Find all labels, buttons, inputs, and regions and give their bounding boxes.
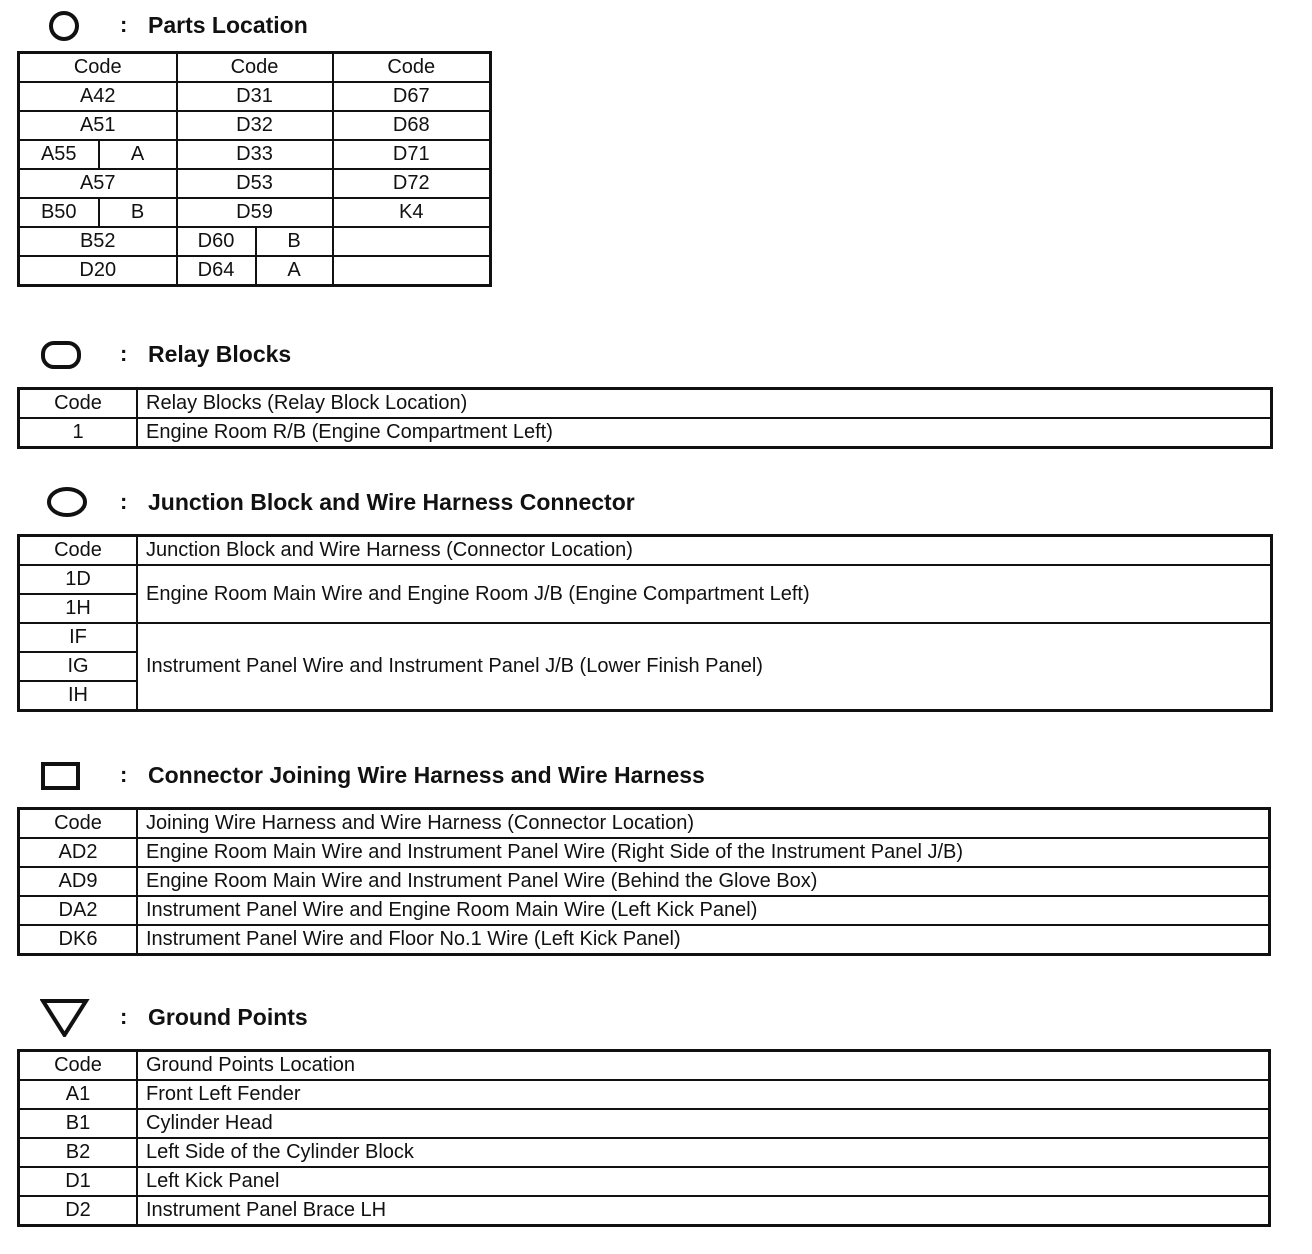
code-cell: D60 xyxy=(177,227,256,256)
triangle-symbol-icon xyxy=(40,997,90,1037)
code-cell: DK6 xyxy=(19,925,138,955)
code-cell: D20 xyxy=(19,256,177,286)
junction-block-heading xyxy=(40,482,840,522)
table-header-row xyxy=(19,53,491,83)
description-cell: Instrument Panel Wire and Instrument Panel J/B (Lower Finish Panel) xyxy=(137,623,1272,711)
description-cell: Cylinder Head xyxy=(137,1109,1270,1138)
variant-cell: B xyxy=(256,227,333,256)
description-cell: Instrument Panel Brace LH xyxy=(137,1196,1270,1226)
heading-colon: : xyxy=(120,1004,128,1029)
code-cell: D59 xyxy=(177,198,333,227)
code-cell: D33 xyxy=(177,140,333,169)
section-title: Parts Location xyxy=(148,11,308,38)
code-cell: DA2 xyxy=(19,896,138,925)
column-header: Code xyxy=(19,809,138,839)
description-cell: Front Left Fender xyxy=(137,1080,1270,1109)
table-header-row xyxy=(19,809,1270,839)
description-cell: Engine Room R/B (Engine Compartment Left) xyxy=(137,418,1272,448)
code-cell: D64 xyxy=(177,256,256,286)
description-cell: Engine Room Main Wire and Instrument Panel Wire (Behind the Glove Box) xyxy=(137,867,1270,896)
column-header: Code xyxy=(19,53,177,83)
table-row xyxy=(19,140,491,169)
table-row xyxy=(19,1080,1270,1109)
description-cell: Left Kick Panel xyxy=(137,1167,1270,1196)
table-row xyxy=(19,198,491,227)
column-header: Code xyxy=(333,53,491,83)
code-cell: AD2 xyxy=(19,838,138,867)
code-cell xyxy=(333,227,491,256)
table-row xyxy=(19,82,491,111)
code-cell: D67 xyxy=(333,82,491,111)
code-cell: A42 xyxy=(19,82,177,111)
junction-block-table xyxy=(17,534,1273,712)
connector-joining-heading xyxy=(40,755,840,795)
table-header-row xyxy=(19,1051,1270,1081)
section-title: Connector Joining Wire Harness and Wire Harness xyxy=(148,761,705,788)
code-cell: B50 xyxy=(19,198,99,227)
table-row xyxy=(19,925,1270,955)
variant-cell: B xyxy=(99,198,177,227)
section-title: Relay Blocks xyxy=(148,340,292,367)
code-cell: D31 xyxy=(177,82,333,111)
table-row xyxy=(19,1167,1270,1196)
code-cell: K4 xyxy=(333,198,491,227)
table-row xyxy=(19,1109,1270,1138)
description-cell: Left Side of the Cylinder Block xyxy=(137,1138,1270,1167)
relay-blocks-heading xyxy=(40,334,440,374)
code-cell: A51 xyxy=(19,111,177,140)
code-cell xyxy=(333,256,491,286)
table-row xyxy=(19,227,491,256)
code-cell: B52 xyxy=(19,227,177,256)
section-title: Junction Block and Wire Harness Connector xyxy=(148,488,635,515)
square-symbol-icon xyxy=(40,755,90,795)
column-header: Relay Blocks (Relay Block Location) xyxy=(137,389,1272,419)
heading-colon: : xyxy=(120,762,128,787)
table-row xyxy=(19,896,1270,925)
code-cell: 1 xyxy=(19,418,138,448)
relay-blocks-table xyxy=(17,387,1273,449)
circle-symbol-icon xyxy=(40,5,90,45)
code-cell: B1 xyxy=(19,1109,138,1138)
column-header: Junction Block and Wire Harness (Connector Location) xyxy=(137,536,1272,566)
table-row xyxy=(19,111,491,140)
heading-colon: : xyxy=(120,12,128,37)
code-cell: IF xyxy=(19,623,138,652)
code-cell: D71 xyxy=(333,140,491,169)
code-cell: D53 xyxy=(177,169,333,198)
table-row xyxy=(19,256,491,286)
oval-symbol-icon xyxy=(40,482,90,522)
code-cell: 1D xyxy=(19,565,138,594)
code-cell: D32 xyxy=(177,111,333,140)
variant-cell: A xyxy=(256,256,333,286)
ground-points-heading xyxy=(40,997,440,1037)
code-cell: A1 xyxy=(19,1080,138,1109)
column-header: Code xyxy=(177,53,333,83)
column-header: Code xyxy=(19,389,138,419)
parts-location-table xyxy=(17,51,492,287)
code-cell: 1H xyxy=(19,594,138,623)
table-row xyxy=(19,838,1270,867)
code-cell: D2 xyxy=(19,1196,138,1226)
code-cell: AD9 xyxy=(19,867,138,896)
code-cell: D68 xyxy=(333,111,491,140)
table-row xyxy=(19,1138,1270,1167)
section-title: Ground Points xyxy=(148,1003,308,1030)
description-cell: Engine Room Main Wire and Instrument Panel Wire (Right Side of the Instrument Panel J/B) xyxy=(137,838,1270,867)
code-cell: A57 xyxy=(19,169,177,198)
column-header: Ground Points Location xyxy=(137,1051,1270,1081)
description-cell: Engine Room Main Wire and Engine Room J/B (Engine Compartment Left) xyxy=(137,565,1272,623)
connector-joining-table xyxy=(17,807,1271,956)
code-cell: D72 xyxy=(333,169,491,198)
table-row xyxy=(19,565,1272,594)
table-row xyxy=(19,1196,1270,1226)
code-cell: IG xyxy=(19,652,138,681)
variant-cell: A xyxy=(99,140,177,169)
description-cell: Instrument Panel Wire and Floor No.1 Wire (Left Kick Panel) xyxy=(137,925,1270,955)
table-row xyxy=(19,867,1270,896)
rounded-rect-symbol-icon xyxy=(40,334,90,374)
parts-location-heading xyxy=(40,5,440,45)
table-row xyxy=(19,169,491,198)
code-cell: B2 xyxy=(19,1138,138,1167)
heading-colon: : xyxy=(120,489,128,514)
code-cell: IH xyxy=(19,681,138,711)
table-row xyxy=(19,623,1272,652)
table-header-row xyxy=(19,389,1272,419)
code-cell: D1 xyxy=(19,1167,138,1196)
table-header-row xyxy=(19,536,1272,566)
column-header: Code xyxy=(19,536,138,566)
column-header: Code xyxy=(19,1051,138,1081)
ground-points-table xyxy=(17,1049,1271,1227)
column-header: Joining Wire Harness and Wire Harness (Connector Location) xyxy=(137,809,1270,839)
heading-colon: : xyxy=(120,341,128,366)
code-cell: A55 xyxy=(19,140,99,169)
description-cell: Instrument Panel Wire and Engine Room Main Wire (Left Kick Panel) xyxy=(137,896,1270,925)
table-row xyxy=(19,418,1272,448)
